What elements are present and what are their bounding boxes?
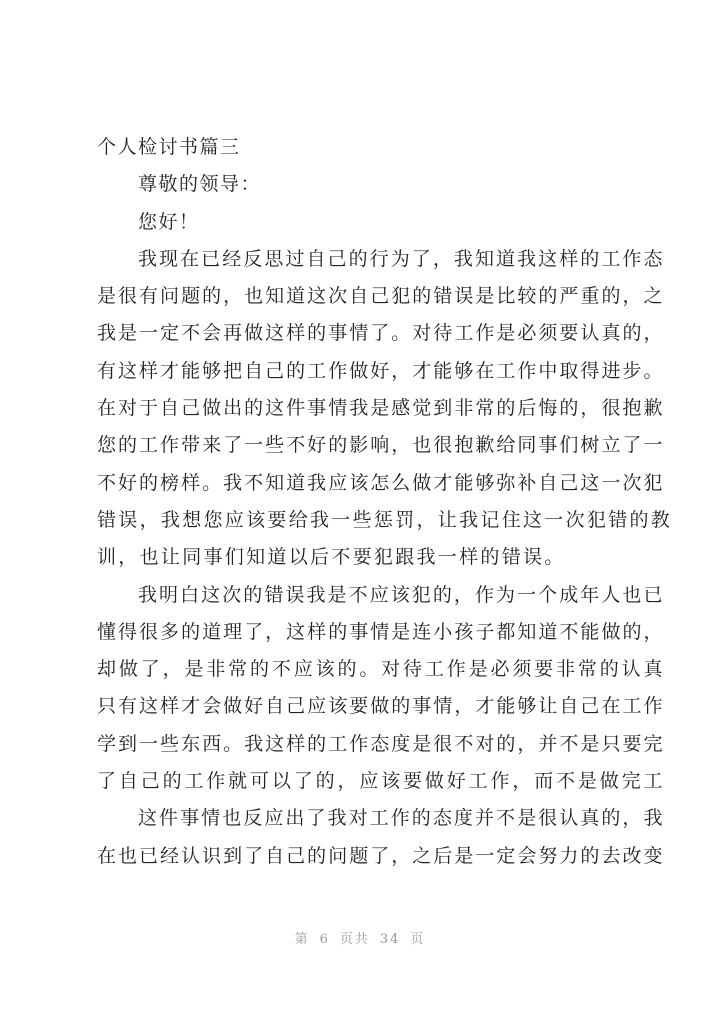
text-line: 不好的榜样。我不知道我应该怎么做才能够弥补自己这一次犯 <box>97 471 664 494</box>
text-line: 我现在已经反思过自己的行为了，我知道我这样的工作态 <box>138 247 664 270</box>
text-line: 这件事情也反应出了我对工作的态度并不是很认真的，我 <box>138 807 664 830</box>
text-line: 在对于自己做出的这件事情我是感觉到非常的后悔的，很抱歉 <box>97 397 664 420</box>
total-page-count: 34 <box>379 932 401 947</box>
page-footer <box>0 928 720 947</box>
text-line: 是很有问题的，也知道这次自己犯的错误是比较的严重的，之 <box>97 285 664 308</box>
text-line: 我明白这次的错误我是不应该犯的，作为一个成年人也已 <box>138 583 664 606</box>
paragraph-2 <box>97 577 664 801</box>
text-line: 训，也让同事们知道以后不要犯跟我一样的错误。 <box>97 546 566 569</box>
text-line: 了自己的工作就可以了的，应该要做好工作，而不是做完工 <box>97 770 664 793</box>
paragraph-1 <box>97 241 673 577</box>
footer-middle: 页共 <box>339 932 370 947</box>
footer-suffix: 页 <box>410 932 426 947</box>
text-line: 学到一些东西。我这样的工作态度是很不对的，并不是只要完 <box>97 732 664 755</box>
text-line: 有这样才能够把自己的工作做好，才能够在工作中取得进步。 <box>97 359 664 382</box>
text-line: 您的工作带来了一些不好的影响，也很抱歉给同事们树立了一 <box>97 434 664 457</box>
text-line: 懂得很多的道理了，这样的事情是连小孩子都知道不能做的， <box>97 620 664 643</box>
current-page-number: 6 <box>319 932 330 947</box>
text-line: 却做了，是非常的不应该的。对待工作是必须要非常的认真 <box>97 658 664 681</box>
document-body <box>97 129 673 875</box>
text-line: 只有这样才会做好自己应该要做的事情，才能够让自己在工作 <box>97 695 664 718</box>
text-line: 在也已经认识到了自己的问题了，之后是一定会努力的去改变 <box>97 844 664 867</box>
paragraph-3 <box>97 800 664 875</box>
text-line: 我是一定不会再做这样的事情了。对待工作是必须要认真的， <box>97 322 664 345</box>
salutation: 尊敬的领导： <box>138 173 262 196</box>
greeting: 您好！ <box>138 210 200 233</box>
text-line: 错误，我想您应该要给我一些惩罚，让我记住这一次犯错的教 <box>97 508 673 531</box>
document-title: 个人检讨书篇三 <box>97 136 241 158</box>
footer-prefix: 第 <box>294 932 310 947</box>
